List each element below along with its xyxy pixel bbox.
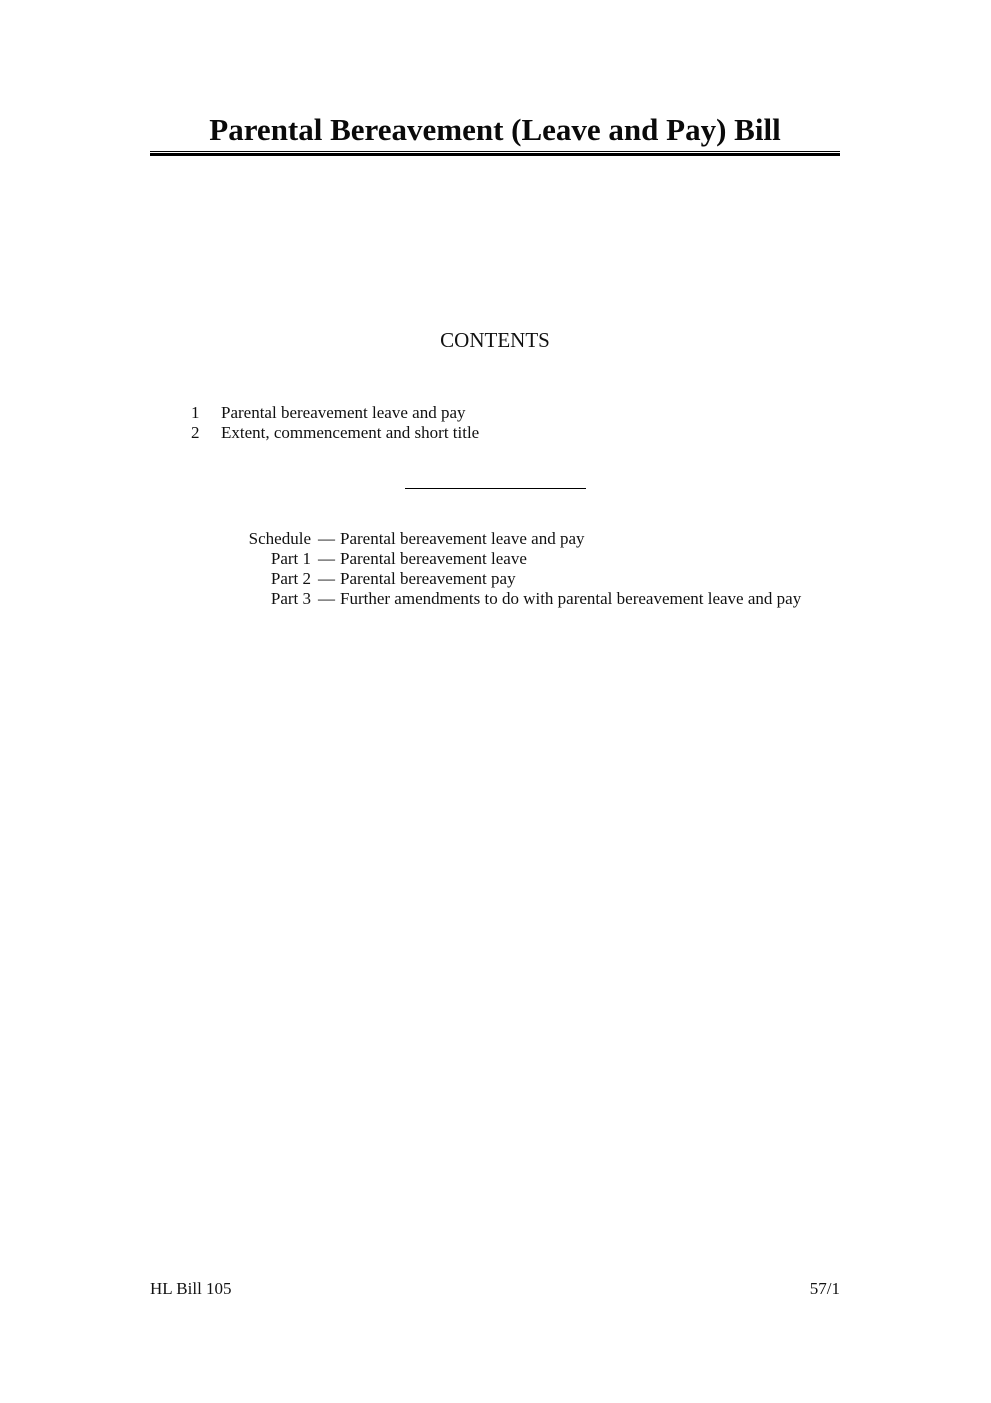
dash-separator: — (318, 529, 335, 548)
print-reference: 57/1 (809, 1279, 840, 1298)
schedule-entry (150, 529, 840, 549)
clause-entry (150, 423, 840, 443)
schedule-title: Parental bereavement leave and pay (340, 529, 585, 548)
schedule-part-entry (150, 589, 840, 609)
clause-number: 1 (191, 403, 200, 422)
dash-separator: — (318, 569, 335, 588)
bill-title: Parental Bereavement (Leave and Pay) Bill (209, 112, 781, 147)
section-separator (405, 488, 586, 489)
clause-title: Extent, commencement and short title (221, 423, 480, 442)
part-label: Part 2 (270, 569, 311, 588)
schedule-label: Schedule (248, 529, 311, 548)
part-title: Parental bereavement pay (340, 569, 516, 588)
clause-entry (150, 403, 840, 423)
part-title: Parental bereavement leave (340, 549, 527, 568)
schedule-part-entry (150, 569, 840, 589)
part-label: Part 1 (270, 549, 311, 568)
dash-separator: — (318, 549, 335, 568)
schedule-part-entry (150, 549, 840, 569)
bill-reference: HL Bill 105 (150, 1279, 232, 1298)
clause-number: 2 (191, 423, 200, 442)
contents-heading: CONTENTS (440, 328, 550, 352)
clause-title: Parental bereavement leave and pay (221, 403, 466, 422)
part-label: Part 3 (270, 589, 311, 608)
schedule-list (150, 529, 840, 609)
dash-separator: — (318, 589, 335, 608)
title-rule-thick (150, 153, 840, 156)
part-title: Further amendments to do with parental bereavement leave and pay (340, 589, 802, 608)
title-rule-thin (150, 151, 840, 152)
clause-list (150, 403, 840, 443)
